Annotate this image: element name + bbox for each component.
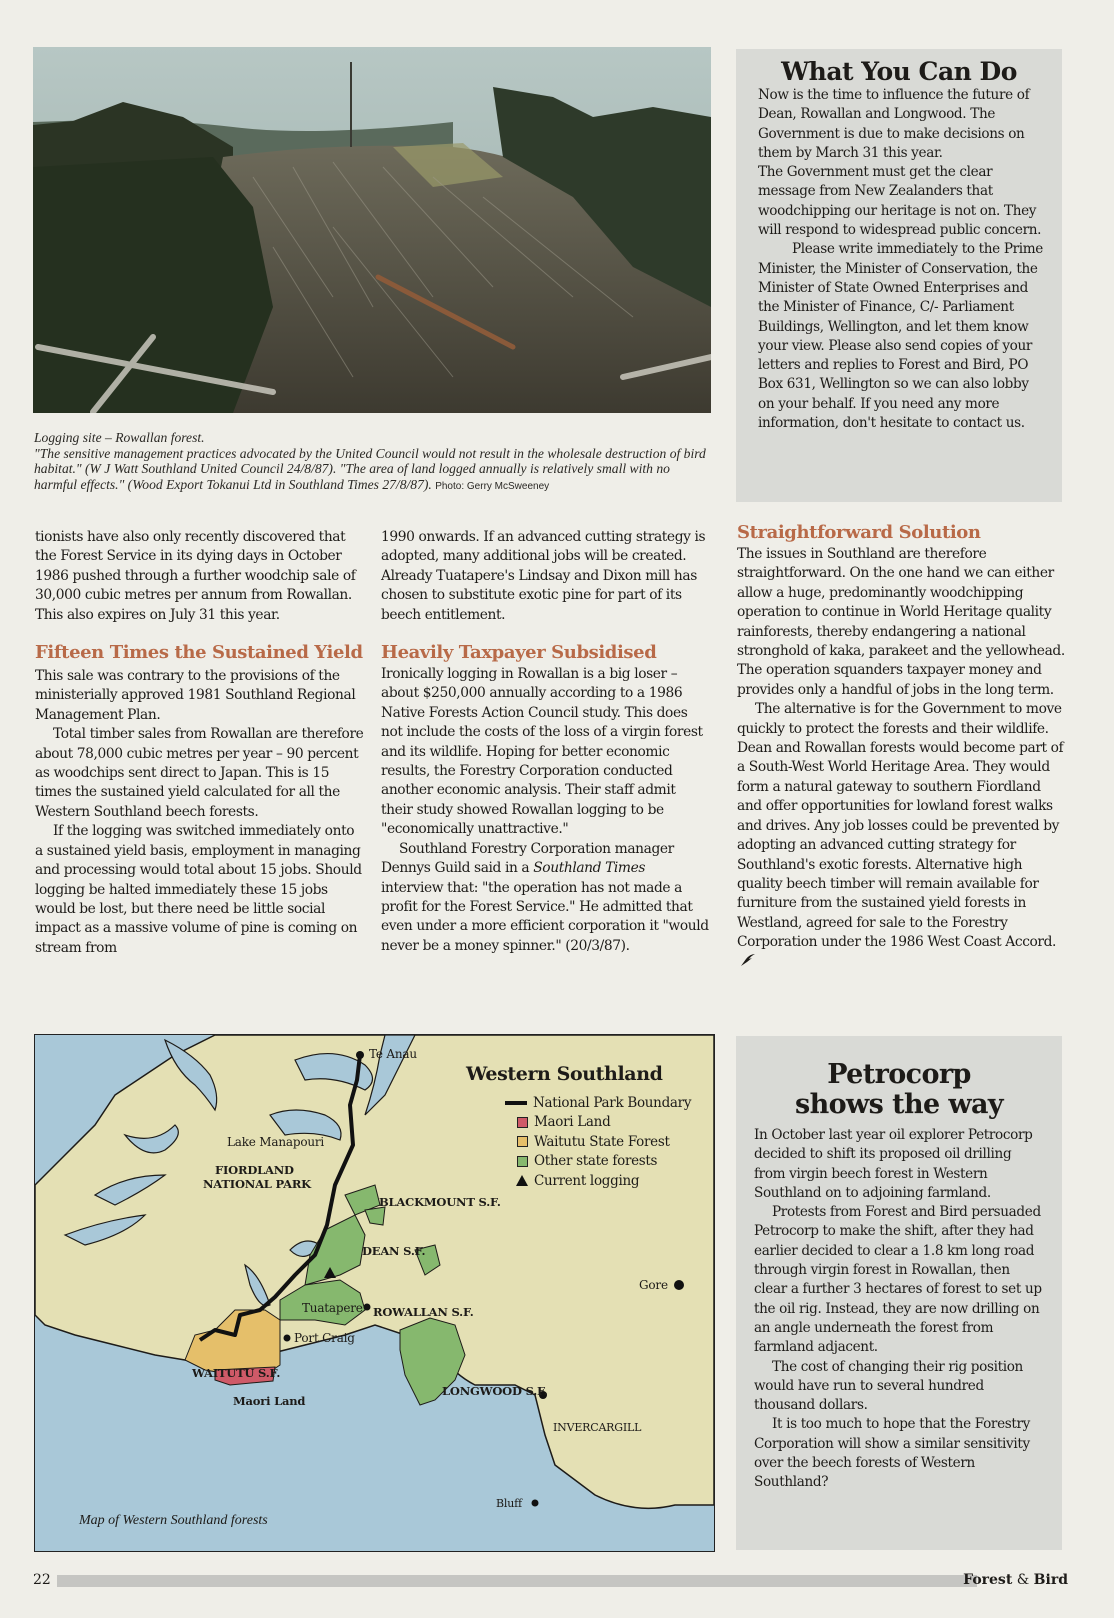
legend-maori-land: [513, 1113, 691, 1133]
label-maori-land: Maori Land: [233, 1394, 306, 1408]
col2-paragraph-1: Ironically logging in Rowallan is a big loser – about $250,000 annually according to a 1986 Native Forests Action Council study. This does not include the costs of the loss of a virgin forest and its wildlife. Hoping for better economic results, the Forestry Corporation conducted another economic analysis. Their staff admit their study showed Rowallan logging to be "economically unattractive.": [381, 666, 703, 838]
label-port-craig: Port Craig: [294, 1331, 355, 1345]
petrocorp-box: [736, 1036, 1062, 1550]
label-dean-sf: DEAN S.F.: [362, 1244, 426, 1258]
swatch-icon: [517, 1136, 528, 1147]
col2-p2-text-b: interview that: "the operation has not made a profit for the Forest Service." He admitted that even under a more efficient corporation it "would never be a money spinner." (20/3/87).: [381, 879, 709, 954]
map-caption: Map of Western Southland forests: [79, 1513, 268, 1528]
legend-label: National Park Boundary: [533, 1094, 692, 1111]
col2-paragraph-2: [381, 840, 711, 956]
label-invercargill: INVERCARGILL: [553, 1421, 642, 1434]
triangle-icon: [516, 1175, 528, 1186]
line-swatch-icon: [505, 1101, 527, 1105]
label-waitutu-sf: WAITUTU S.F.: [192, 1366, 281, 1380]
col2-p2-text-a: Southland Forestry Corporation manager Dennys Guild said in a: [381, 840, 674, 877]
heading-fifteen-times: Fifteen Times the Sustained Yield: [35, 642, 363, 664]
label-te-anau: Te Anau: [369, 1047, 417, 1061]
wycd-paragraph-1: Now is the time to influence the future of Dean, Rowallan and Longwood. The Government is due to make decisions on them by March 31 this year.: [758, 87, 1030, 161]
article-column-1: [35, 528, 365, 958]
legend-label: Maori Land: [534, 1114, 611, 1131]
map-legend: [513, 1093, 691, 1191]
logging-photo-illustration: [33, 47, 711, 413]
label-bluff: Bluff: [496, 1497, 522, 1510]
what-you-can-do-box: [736, 49, 1062, 502]
wycd-paragraph-3: Please write immediately to the Prime Minister, the Minister of Conservation, the Minister of State Owned Enterprises and the Minister of Finance, C/- Parliament Buildings, Wellington, and let them know your view. Please also send copies of your letters and replies to Forest and Bird, PO Box 631, Wellington so we can also lobby on your behalf. If you need any more information, don't hesitate to contact us.: [758, 241, 1044, 432]
petrocorp-title-line-2: shows the way: [795, 1089, 1003, 1120]
swatch-icon: [517, 1156, 528, 1167]
logging-site-photo: [33, 47, 711, 413]
legend-current-logging: [513, 1171, 691, 1191]
magazine-name-bird: Bird: [1033, 1572, 1068, 1588]
label-national-park: NATIONAL PARK: [203, 1177, 311, 1191]
col3-paragraph-2: [737, 700, 1067, 972]
col1-paragraph-2: Total timber sales from Rowallan are therefore about 78,000 cubic metres per year – 90 percent as woodchips sent direct to Japan. This is 15 times the sustained yield calculated for all the Western Southland beech forests.: [35, 726, 364, 820]
col1-intro: tionists have also only recently discovered that the Forest Service in its dying days in October 1986 pushed through a further woodchip sale of 30,000 cubic metres per annum from Rowallan. This also expires on July 31 this year.: [35, 529, 356, 623]
page-number: 22: [33, 1572, 51, 1588]
swatch-icon: [517, 1117, 528, 1128]
petrocorp-paragraph-2: Protests from Forest and Bird persuaded Petrocorp to make the shift, after they had earlier decided to clear a 1.8 km long road through virgin forest in Rowallan, then clear a further 3 hectares of forest to set up the oil rig. Instead, they are now drilling on an angle underneath the forest from farmland adjacent.: [754, 1204, 1042, 1356]
petrocorp-paragraph-3: The cost of changing their rig position would have run to several hundred thousand dollars.: [754, 1358, 1023, 1414]
label-fiordland: FIORDLAND: [215, 1163, 294, 1177]
legend-label: Waitutu State Forest: [534, 1133, 670, 1150]
magazine-name: [963, 1572, 1068, 1588]
legend-national-park-boundary: [513, 1093, 691, 1113]
petrocorp-paragraph-1: In October last year oil explorer Petrocorp decided to shift its proposed oil drilling from virgin beech forest in Western Southland on to adjoining farmland.: [754, 1127, 1033, 1201]
petrocorp-paragraph-4: It is too much to hope that the Forestry Corporation will show a similar sensitivity over the beech forests of Western Southland?: [754, 1416, 1030, 1491]
legend-waitutu-state-forest: [513, 1132, 691, 1152]
col3-p2-text: The alternative is for the Government to move quickly to protect the forests and their wildlife. Dean and Rowallan forests would become part of a South-West World Heritage Area. They would form a natural gateway to southern Fiordland and offer opportunities for lowland forest walks and drives. Any job losses could be prevented by adopting an advanced cutting strategy for Southland's exotic forests. Alternative high quality beech timber will remain available for furniture from the sustained yield forests in Westland, agreed for sale to the Forestry Corporation under the 1986 West Coast Accord.: [737, 701, 1064, 951]
caption-quote: "The sensitive management practices advocated by the United Council would not result in the wholesale destruction of bird habitat." (W J Watt Southland United Council 24/8/87). "The area of land logged annually is relatively small with no harmful effects." (Wood Export Tokanui Ltd in Southland Times 27/8/87).: [34, 445, 706, 492]
col2-intro: 1990 onwards. If an advanced cutting strategy is adopted, many additional jobs will be created. Already Tuatapere's Lindsay and Dixon mill has chosen to substitute exotic pine for part of its beech entitlement.: [381, 529, 706, 623]
label-gore: Gore: [639, 1278, 668, 1292]
legend-label: Other state forests: [534, 1153, 658, 1170]
photo-caption: [34, 430, 714, 494]
label-lake-manapouri: Lake Manapouri: [227, 1135, 325, 1149]
col1-paragraph-1: This sale was contrary to the provisions of the ministerially approved 1981 Southland Regional Management Plan.: [35, 668, 356, 723]
label-rowallan-sf: ROWALLAN S.F.: [373, 1305, 474, 1319]
caption-title: Logging site – Rowallan forest.: [34, 430, 205, 445]
photo-credit: Photo: Gerry McSweeney: [435, 480, 550, 492]
wycd-paragraph-2: The Government must get the clear message from New Zealanders that woodchipping our heritage is not on. They will respond to widespread public concern.: [758, 164, 1042, 239]
label-longwood-sf: LONGWOOD S.F.: [442, 1384, 548, 1398]
col1-paragraph-3: If the logging was switched immediately onto a sustained yield basis, employment in managing and processing would total about 15 jobs. Should logging be halted immediately these 15 jobs would be lost, but there need be little social impact as a massive volume of pine is coming on stream from: [35, 823, 362, 956]
heading-straightforward-solution: Straightforward Solution: [737, 522, 981, 543]
what-you-can-do-title: What You Can Do: [781, 57, 1017, 86]
article-column-3: [737, 522, 1067, 972]
petrocorp-title: [736, 1036, 1062, 1126]
map-title: Western Southland: [466, 1063, 663, 1085]
col3-paragraph-1: The issues in Southland are therefore straightforward. On the one hand we can either allow a huge, predominantly woodchipping operation to continue in World Heritage quality rainforests, thereby endangering a national stronghold of kaka, parakeet and the yellowhead. The operation squanders taxpayer money and provides only a handful of jobs in the long term.: [737, 546, 1065, 698]
bird-end-mark-icon: [740, 953, 756, 967]
magazine-name-ampersand: &: [1012, 1572, 1034, 1588]
article-column-2: [381, 528, 711, 956]
col2-p2-publication: Southland Times: [533, 860, 646, 877]
footer-rule: [57, 1575, 977, 1587]
label-blackmount-sf: BLACKMOUNT S.F.: [379, 1195, 501, 1209]
magazine-name-forest: Forest: [963, 1572, 1013, 1588]
heading-heavily-taxpayer-subsidised: Heavily Taxpayer Subsidised: [381, 642, 657, 664]
legend-label: Current logging: [534, 1172, 640, 1189]
label-tuatapere: Tuatapere: [302, 1301, 363, 1315]
page-footer: [33, 1572, 1068, 1592]
legend-other-state-forests: [513, 1152, 691, 1172]
petrocorp-title-line-1: Petrocorp: [827, 1059, 971, 1090]
western-southland-map: [34, 1034, 715, 1552]
